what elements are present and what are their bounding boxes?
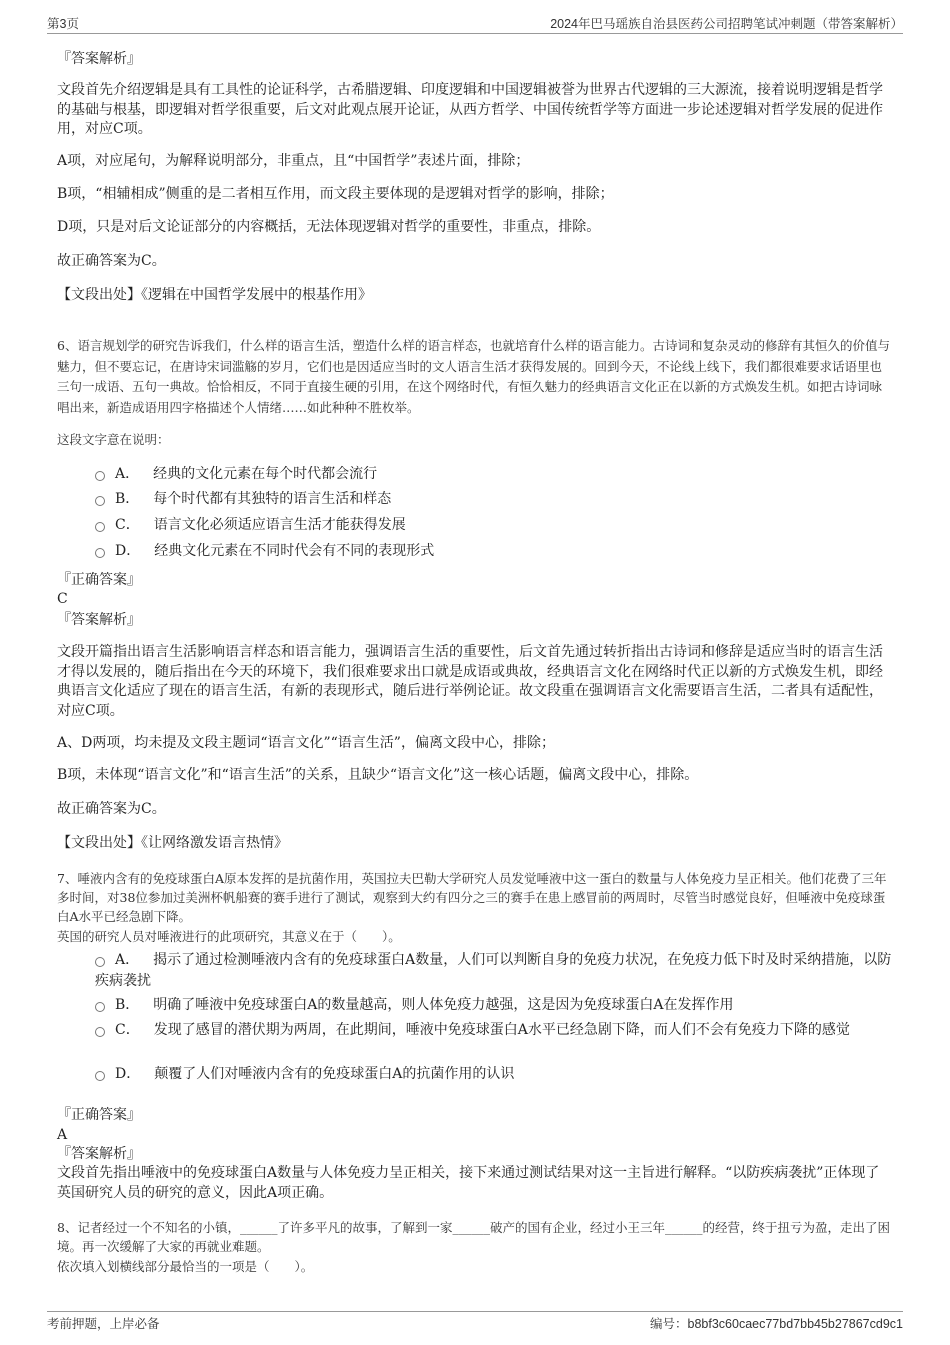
q6-analysis-paragraph: 文段开篇指出语言生活影响语言样态和语言能力，强调语言生活的重要性，后文首先通过转折指出古诗词和修辞是适应当时的语言生活才得以发展的，随后指出在今天的环境下，我们很难要求出口就是成语或典故，经典语言文化在网络时代正以新的方式焕发生机，即经典语言文化适应了现在的语言生活，有新的表现形式，随后进行举例论证。故文段重在强调语言文化需要语言生活，二者具有适配性，对应C项。 [57, 644, 883, 719]
document-id: 编号：b8bf3c60caec77bd7bb45b27867cd9c1 [650, 1317, 903, 1331]
q8-question: 依次填入划横线部分最恰当的一项是（ ）。 [57, 1259, 314, 1274]
q7-option-d[interactable]: D． 颠覆了人们对唾液内含有的免疫球蛋白A的抗菌作用的认识 [95, 1064, 895, 1085]
q6-answer: C [57, 591, 68, 607]
radio-button[interactable] [95, 1002, 105, 1012]
q5-option-b-note: B项，“相辅相成”侧重的是二者相互作用，而文段主要体现的是逻辑对哲学的影响，排除； [57, 186, 614, 202]
footer-divider [47, 1311, 903, 1312]
q7-analysis-label: 『答案解析』 [57, 1146, 141, 1162]
q6-option-d[interactable]: D． 经典文化元素在不同时代会有不同的表现形式 [95, 541, 895, 562]
q7-answer: A [57, 1127, 68, 1143]
q6-option-ad-note: A、D两项，均未提及文段主题词“语言文化”“语言生活”，偏离文段中心，排除； [57, 735, 555, 751]
q8-stem: 8、记者经过一个不知名的小镇，______了许多平凡的故事，了解到一家______破产的国有企业，经过小王三年______的经营，终于扭亏为盈，走出了困境。再一次缓解了大家的再就业难题。 [57, 1220, 890, 1254]
q5-source: 【文段出处】《逻辑在中国哲学发展中的根基作用》 [57, 287, 372, 303]
radio-button[interactable] [95, 496, 105, 506]
q6-analysis-label: 『答案解析』 [57, 612, 141, 628]
q6-source: 【文段出处】《让网络激发语言热情》 [57, 835, 288, 851]
page-number: 第3页 [47, 17, 79, 31]
q5-option-d-note: D项，只是对后文论证部分的内容概括，无法体现逻辑对哲学的重要性，非重点，排除。 [57, 219, 601, 235]
q7-option-b[interactable]: B． 明确了唾液中免疫球蛋白A的数量越高，则人体免疫力越强，这是因为免疫球蛋白A在发挥作用 [95, 995, 895, 1016]
q5-analysis-paragraph: 文段首先介绍逻辑是具有工具性的论证科学，古希腊逻辑、印度逻辑和中国逻辑被誉为世界古代逻辑的三大源流，接着说明逻辑是哲学的基础与根基，即逻辑对哲学很重要，后文对此观点展开论证，从西方哲学、中国传统哲学等方面进一步论述逻辑对哲学发展的促进作用，对应C项。 [57, 82, 883, 138]
q5-option-a-note: A项，对应尾句，为解释说明部分，非重点，且“中国哲学”表述片面，排除； [57, 153, 530, 169]
radio-button[interactable] [95, 522, 105, 532]
radio-button[interactable] [95, 1027, 105, 1037]
q6-stem: 6、语言规划学的研究告诉我们，什么样的语言生活，塑造什么样的语言样态，也就培育什么样的语言能力。古诗词和复杂灵动的修辞有其恒久的价值与魅力，但不要忘记，在唐诗宋词滥觞的岁月，它们也是因适应当时的文人语言生活才获得发展的。回到今天，不论线上线下，我们都很难要求话语里也三句一成语、五句一典故。恰恰相反，不同于直接生硬的引用，在这个网络时代，有恒久魅力的经典语言文化正在以新的方式焕发生机。如把古诗词咏唱出来，新造成语用四字格描述个人情绪……如此种种不胜枚举。 [57, 338, 890, 415]
document-title: 2024年巴马瑶族自治县医药公司招聘笔试冲刺题（带答案解析） [550, 17, 903, 31]
radio-button[interactable] [95, 548, 105, 558]
q6-correct-label: 『正确答案』 [57, 572, 141, 588]
q7-analysis: 文段首先指出唾液中的免疫球蛋白A数量与人体免疫力呈正相关，接下来通过测试结果对这一主旨进行解释。“以防疾病袭扰”正体现了英国研究人员的研究的意义，因此A项正确。 [57, 1165, 880, 1201]
q7-question: 英国的研究人员对唾液进行的此项研究，其意义在于（ ）。 [57, 929, 401, 944]
q6-option-b[interactable]: B． 每个时代都有其独特的语言生活和样态 [95, 489, 895, 510]
q7-stem: 7、唾液内含有的免疫球蛋白A原本发挥的是抗菌作用，英国拉夫巴勒大学研究人员发觉唾液中这一蛋白的数量与人体免疫力呈正相关。他们花费了三年多时间，对38位参加过美洲杯帆船赛的赛手进行了测试，观察到大约有四分之三的赛手在患上感冒前的两周时，尽管当时感觉良好，但唾液中免疫球蛋白A水平已经急剧下降。 [57, 871, 887, 924]
q5-conclusion: 故正确答案为C。 [57, 253, 166, 269]
radio-button[interactable] [95, 1071, 105, 1081]
q6-option-a[interactable]: A． 经典的文化元素在每个时代都会流行 [95, 464, 895, 485]
q6-question: 这段文字意在说明： [57, 432, 170, 447]
footer-slogan: 考前押题，上岸必备 [47, 1317, 160, 1331]
q6-conclusion: 故正确答案为C。 [57, 801, 166, 817]
q6-option-c[interactable]: C． 语言文化必须适应语言生活才能获得发展 [95, 515, 895, 536]
q7-correct-label: 『正确答案』 [57, 1107, 141, 1123]
header-divider [47, 33, 903, 34]
q5-analysis-label: 『答案解析』 [57, 51, 141, 67]
radio-button[interactable] [95, 957, 105, 967]
q7-option-a[interactable]: A． 揭示了通过检测唾液内含有的免疫球蛋白A数量，人们可以判断自身的免疫力状况，在免疫力低下时及时采纳措施，以防疾病袭扰 [95, 952, 892, 989]
q6-option-b-note: B项，未体现“语言文化”和“语言生活”的关系，且缺少“语言文化”这一核心话题，偏离文段中心，排除。 [57, 767, 699, 783]
radio-button[interactable] [95, 471, 105, 481]
q7-option-c[interactable]: C． 发现了感冒的潜伏期为两周，在此期间，唾液中免疫球蛋白A水平已经急剧下降，而人们不会有免疫力下降的感觉 [95, 1020, 895, 1041]
